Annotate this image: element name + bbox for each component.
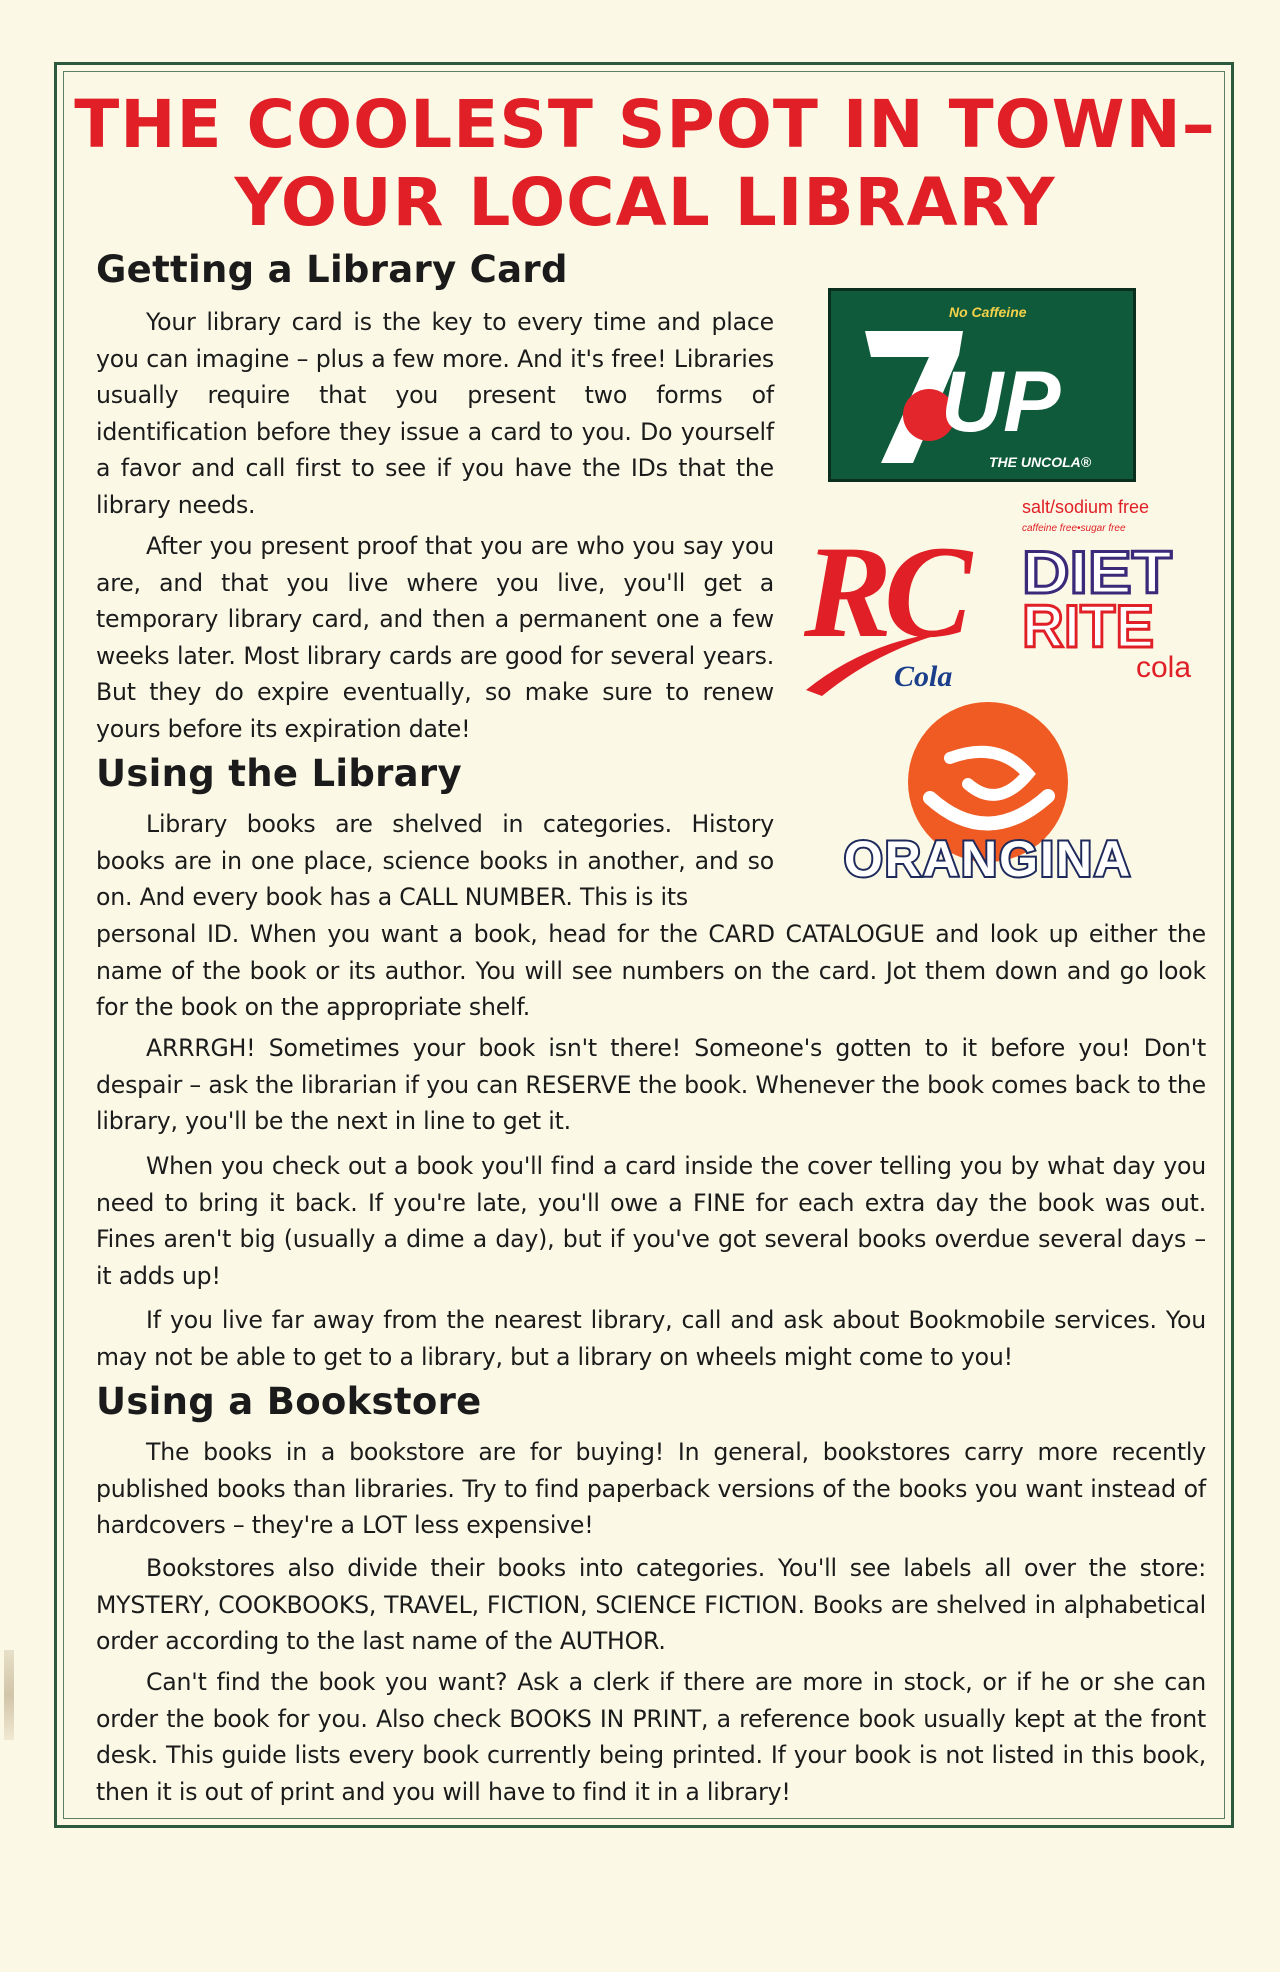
orangina-logo [838, 700, 1158, 890]
card-paragraph-2: After you present proof that you are who you say you are, and that you live where you live, you'll get a temporary library card, and then a permanent one a few weeks later. Most library cards are good for several years. But they do expire eventually, so make sure to renew yours before its expiration date! [96, 532, 774, 743]
library-paragraph-1a: Library books are shelved in categories. History books are in one place, science books in another, and so on. And every book has a CALL NUMBER. This is its [96, 810, 774, 912]
heading-using-bookstore: Using a Bookstore [96, 1380, 482, 1423]
7up-logo [828, 288, 1136, 482]
bookstore-paragraph-2: Bookstores also divide their books into categories. You'll see labels all over the store: MYSTERY, COOKBOOKS, TRAVEL, FICTION, SCIENCE FICTION. Books are shelved in alphabetical order according to the last name of the AUTHOR. [96, 1554, 1206, 1656]
library-paragraph-1b: personal ID. When you want a book, head for the CARD CATALOGUE and look up either the name of the book or its author. You will see numbers on the card. Jot them down and go look for the book on the appropriate shelf. [96, 920, 1206, 1022]
diet-rite-logo [1018, 495, 1204, 685]
page-title-line-1: THE COOLEST SPOT IN TOWN– [74, 86, 1216, 163]
rc-letters: RC [804, 518, 965, 665]
bookstore-paragraph-1: The books in a bookstore are for buying! In general, bookstores carry more recently published books than libraries. Try to find paperback versions of the books you want instead of hardcovers – they're a LOT less expensive! [96, 1438, 1206, 1540]
diet-rite-diet-word: DIET [1022, 539, 1172, 606]
library-paragraph-3: When you check out a book you'll find a card inside the cover telling you by what day you need to bring it back. If you're late, you'll owe a FINE for each extra day the book was out. Fines aren't big (usually a dime a day), but if you've got several books overdue several days – it adds up! [96, 1152, 1206, 1290]
bookstore-paragraph-3: Can't find the book you want? Ask a clerk if there are more in stock, or if he or she can order the book for you. Also check BOOKS IN PRINT, a reference book usually kept at the front desk. This guide lists every book currently being printed. If your book is not listed in this book, then it is out of print and you will have to find it in a library! [96, 1668, 1206, 1806]
card-paragraph-1: Your library card is the key to every time and place you can imagine – plus a few more. And it's free! Libraries usually require that you present two forms of identification before they issue a card to you. Do yourself a favor and call first to see if you have the IDs that the library needs. [96, 308, 774, 519]
library-paragraph-2: ARRRGH! Sometimes your book isn't there! Someone's gotten to it before you! Don't despair – ask the librarian if you can RESERVE the book. Whenever the book comes back to the library, you'll be the next in line to get it. [96, 1034, 1206, 1136]
diet-rite-cola-word: cola [1136, 651, 1192, 684]
heading-using-library: Using the Library [96, 752, 462, 795]
orangina-wordmark: ORANGINA [843, 831, 1133, 887]
diet-rite-salt-free: salt/sodium free [1022, 497, 1150, 517]
paper-stain [4, 1650, 14, 1740]
diet-rite-caffeine-free: caffeine free•sugar free [1022, 523, 1126, 534]
7up-up-text: UP [941, 354, 1061, 450]
page-title-line-2: YOUR LOCAL LIBRARY [234, 164, 1056, 241]
rc-cola-script: Cola [894, 660, 953, 693]
library-paragraph-4: If you live far away from the nearest library, call and ask about Bookmobile services. You may not be able to get to a library, but a library on wheels might come to you! [96, 1306, 1206, 1371]
rc-cola-logo [798, 500, 978, 700]
heading-library-card: Getting a Library Card [96, 248, 568, 291]
7up-uncola-tagline: THE UNCOLA® [989, 454, 1092, 470]
diet-rite-rite-word: RITE [1022, 593, 1154, 660]
7up-no-caffeine: No Caffeine [949, 304, 1027, 320]
